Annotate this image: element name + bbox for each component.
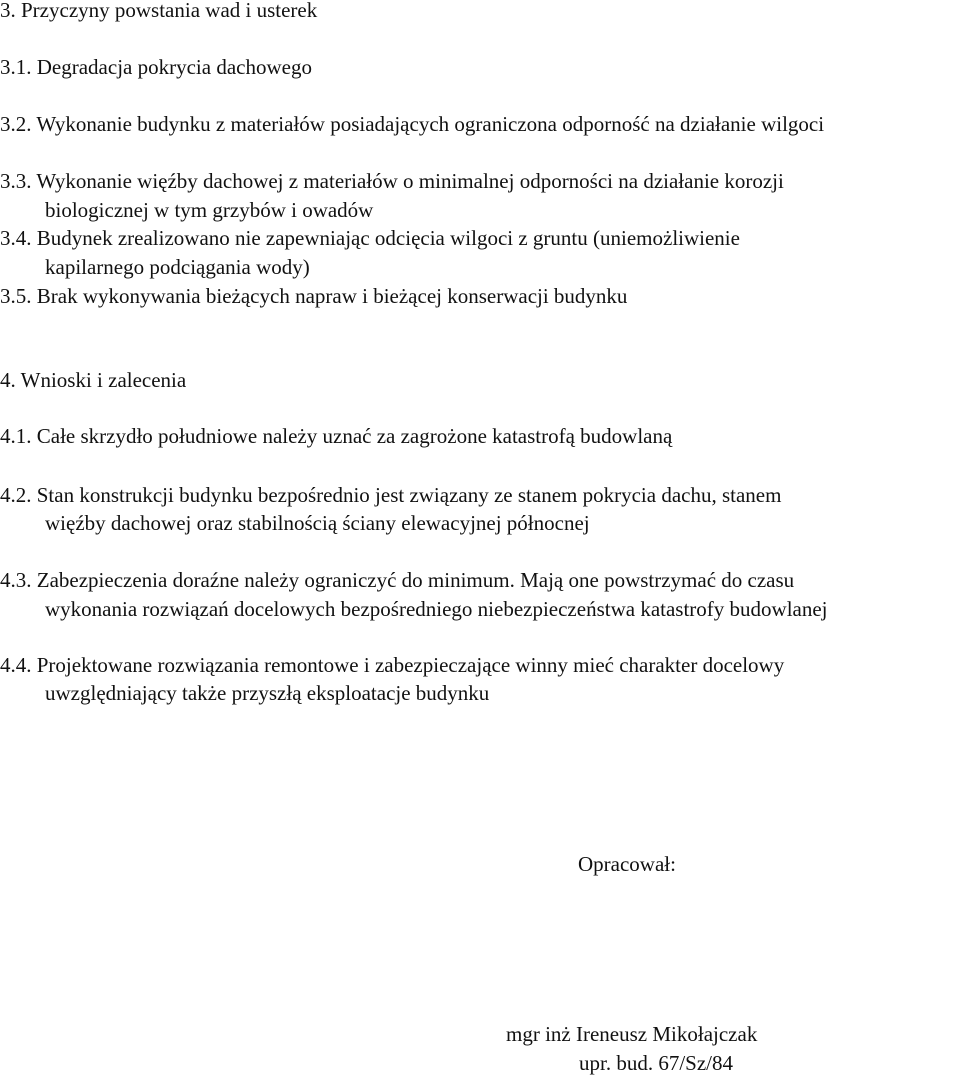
item-number: 3.1. bbox=[0, 55, 32, 79]
item-number: 3.5. bbox=[0, 284, 32, 308]
item-3-1 bbox=[0, 53, 312, 81]
item-number: 4.4. bbox=[0, 653, 32, 677]
item-text: Wykonanie więźby dachowej z materiałów o minimalnej odporności na działanie korozji bbox=[36, 169, 784, 193]
item-number: 3.2. bbox=[0, 112, 32, 136]
item-text: Wykonanie budynku z materiałów posiadających ograniczona odporność na działanie wilgoci bbox=[36, 112, 825, 136]
item-number: 3.4. bbox=[0, 226, 32, 250]
item-text: Budynek zrealizowano nie zapewniając odcięcia wilgoci z gruntu (uniemożliwienie bbox=[36, 226, 740, 250]
section-3-heading: 3. Przyczyny powstania wad i usterek bbox=[0, 0, 318, 22]
item-3-3-continuation: biologicznej w tym grzybów i owadów bbox=[45, 198, 374, 222]
item-3-4-continuation: kapilarnego podciągania wody) bbox=[45, 255, 310, 279]
item-4-4 bbox=[0, 651, 784, 679]
item-4-3 bbox=[0, 566, 794, 594]
item-4-2 bbox=[0, 481, 781, 509]
item-number: 4.2. bbox=[0, 483, 32, 507]
item-text: Brak wykonywania bieżących napraw i bieżącej konserwacji budynku bbox=[36, 284, 628, 308]
signature-label: Opracował: bbox=[578, 852, 676, 876]
item-text: Degradacja pokrycia dachowego bbox=[36, 55, 312, 79]
item-4-2-continuation: więźby dachowej oraz stabilnością ściany elewacyjnej północnej bbox=[45, 511, 590, 535]
item-text: Zabezpieczenia doraźne należy ograniczyć do minimum. Mają one powstrzymać do czasu bbox=[36, 568, 795, 592]
item-number: 4.3. bbox=[0, 568, 32, 592]
item-text: Całe skrzydło południowe należy uznać za zagrożone katastrofą budowlaną bbox=[36, 424, 673, 448]
section-4-heading: 4. Wnioski i zalecenia bbox=[0, 368, 187, 392]
item-3-5 bbox=[0, 282, 627, 310]
item-3-4 bbox=[0, 224, 740, 252]
signature-license: upr. bud. 67/Sz/84 bbox=[579, 1051, 734, 1075]
item-4-4-continuation: uwzględniający także przyszłą eksploatacje budynku bbox=[45, 681, 490, 705]
signature-name: mgr inż Ireneusz Mikołajczak bbox=[506, 1022, 758, 1046]
item-text: Projektowane rozwiązania remontowe i zabezpieczające winny mieć charakter docelowy bbox=[36, 653, 785, 677]
item-number: 3.3. bbox=[0, 169, 32, 193]
item-text: Stan konstrukcji budynku bezpośrednio jest związany ze stanem pokrycia dachu, stanem bbox=[36, 483, 782, 507]
item-3-2 bbox=[0, 110, 824, 138]
item-4-1 bbox=[0, 422, 672, 450]
item-number: 4.1. bbox=[0, 424, 32, 448]
item-3-3 bbox=[0, 167, 784, 195]
item-4-3-continuation: wykonania rozwiązań docelowych bezpośredniego niebezpieczeństwa katastrofy budowlanej bbox=[45, 597, 828, 621]
